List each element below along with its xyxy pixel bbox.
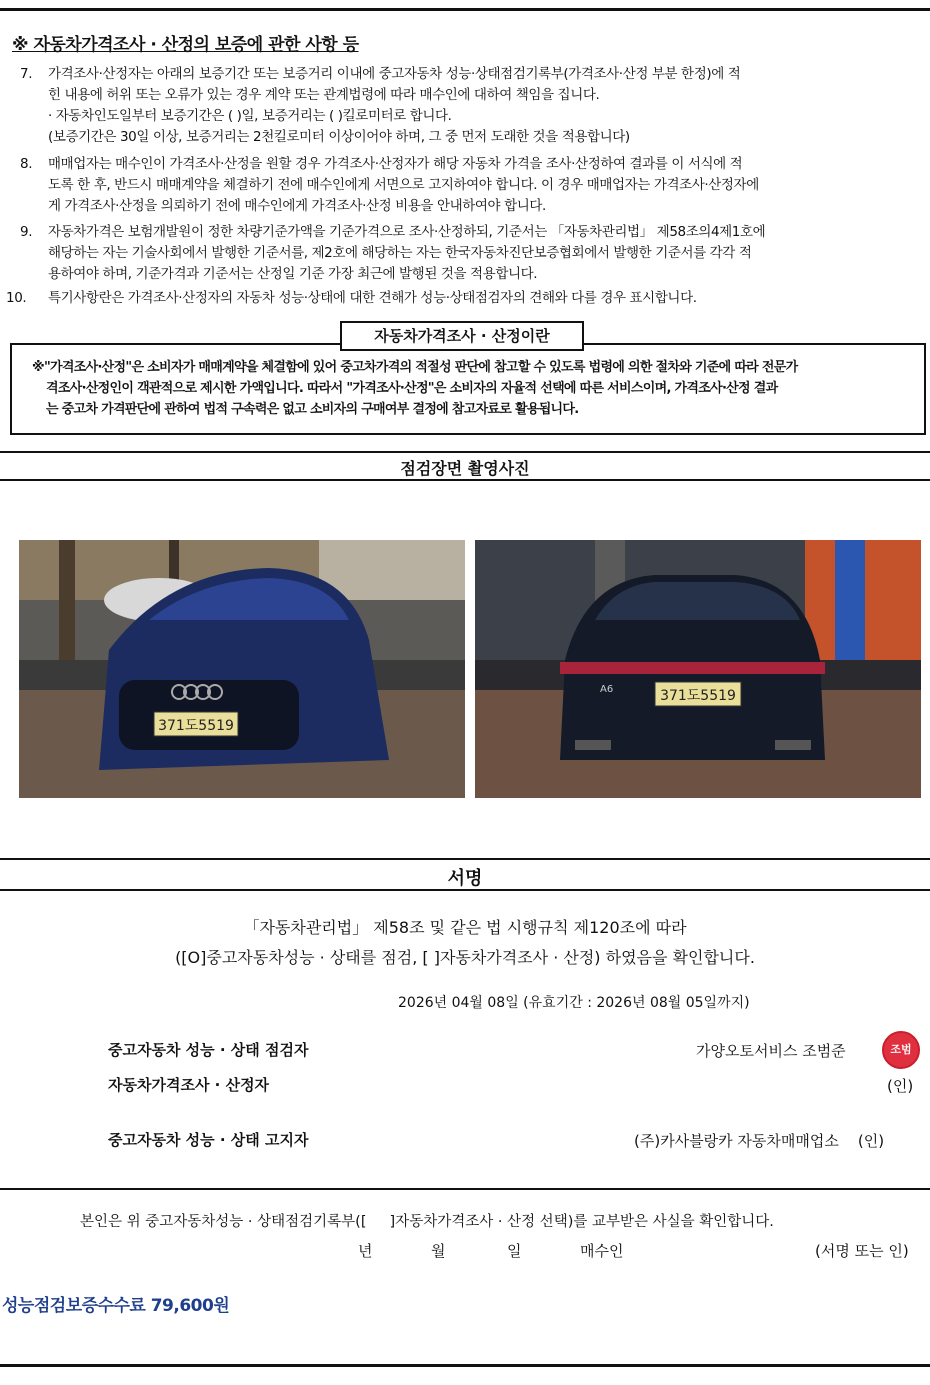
item-line: 힌 내용에 허위 또는 오류가 있는 경우 계약 또는 관계법령에 따라 매수인에 대하여 책임을 집니다.: [48, 87, 600, 103]
notice-line: 격조사·산정인이 객관적으로 제시한 가액입니다. 따라서 "가격조사·산정"은 소비자의 자율적 선택에 따른 서비스이며, 가격조사·산정 결과: [46, 381, 778, 396]
receipt-sign-label: (서명 또는 인): [815, 1242, 909, 1260]
guarantee-section-title: ※ 자동차가격조사 · 산정의 보증에 관한 사항 등: [12, 35, 359, 55]
rear-badge-text: A6: [600, 684, 614, 695]
section-rule: [0, 479, 930, 481]
notifier-name: (주)카사블랑카 자동차매매업소 (인): [634, 1132, 885, 1150]
item-line: 매매업자는 매수인이 가격조사·산정을 원할 경우 가격조사·산정자가 해당 자동차 가격을 조사·산정하여 결과를 이 서식에 적: [48, 156, 743, 172]
receipt-month: 월: [431, 1242, 446, 1260]
list-item-8: [20, 154, 920, 217]
item-line: 해당하는 자는 기술사회에서 발행한 기준서를, 제2호에 해당하는 자는 한국자동차진단보증협회에서 발행한 기준서를 각각 적: [48, 245, 752, 261]
fee-text: 성능점검보증수수료 79,600원: [2, 1296, 230, 1316]
photos-title: 점검장면 촬영사진: [400, 459, 530, 478]
bottom-rule: [0, 1364, 930, 1367]
item-text: [48, 64, 920, 148]
seal-stamp: 조범: [882, 1031, 920, 1069]
section-rule: [0, 451, 930, 453]
rear-plate-text: 371도5519: [660, 688, 736, 704]
item-text: [48, 154, 920, 217]
notice-box-title: 자동차가격조사 · 산정이란: [340, 321, 584, 351]
inspector-label: 중고자동차 성능 · 상태 점검자: [108, 1041, 309, 1059]
item-text: [48, 288, 906, 309]
receipt-line: 본인은 위 중고자동차성능 · 상태점검기록부([ ]자동차가격조사 · 산정 선택)를 교부받은 사실을 확인합니다.: [80, 1214, 774, 1230]
inspector-name: 가양오토서비스 조범준: [696, 1042, 846, 1060]
item-number: 10.: [6, 290, 27, 306]
notifier-label: 중고자동차 성능 · 상태 고지자: [108, 1131, 309, 1149]
item-line: 용하여야 하며, 기준가격과 기준서는 산정일 기준 가장 최근에 발행된 것을 적용합니다.: [48, 266, 538, 282]
item-line: · 자동차인도일부터 보증기간은 ( )일, 보증거리는 ( )킬로미터로 합니다.: [48, 108, 452, 124]
item-text: [48, 222, 920, 285]
front-plate-text: 371도5519: [158, 718, 234, 734]
notice-line: 는 중고차 가격판단에 관하여 법적 구속력은 없고 소비자의 구매여부 결정에 참고자료로 활용됩니다.: [46, 402, 579, 417]
item-line: (보증기간은 30일 이상, 보증거리는 2천킬로미터 이상이어야 하며, 그 중 먼저 도래한 것을 적용합니다): [48, 129, 630, 145]
receipt-buyer-label: 매수인: [580, 1242, 624, 1260]
section-rule: [0, 889, 930, 891]
list-item-10: [6, 288, 906, 309]
front-car-photo: [19, 540, 465, 798]
law-line: 「자동차관리법」 제58조 및 같은 법 시행규칙 제120조에 따라: [243, 918, 687, 937]
item-line: 도록 한 후, 반드시 매매계약을 체결하기 전에 매수인에게 서면으로 고지하여야 합니다. 이 경우 매매업자는 가격조사·산정자에: [48, 177, 759, 193]
signature-title: 서명: [447, 868, 483, 889]
confirm-line: ([O]중고자동차성능 · 상태를 점검, [ ]자동차가격조사 · 산정) 하였음을 확인합니다.: [175, 948, 755, 967]
notice-text: [32, 357, 917, 420]
item-number: 7.: [20, 66, 33, 82]
top-rule: [0, 8, 930, 11]
appraiser-label: 자동차가격조사 · 산정자: [108, 1076, 270, 1094]
item-number: 9.: [20, 224, 33, 240]
item-line: 특기사항란은 가격조사·산정자의 자동차 성능·상태에 대한 견해가 성능·상태점검자의 견해와 다를 경우 표시합니다.: [48, 290, 697, 306]
list-item-7: [20, 64, 920, 148]
front-car-image: [19, 540, 465, 798]
section-rule: [0, 858, 930, 860]
item-line: 가격조사·산정자는 아래의 보증기간 또는 보증거리 이내에 중고자동차 성능·상태점검기록부(가격조사·산정 부분 한정)에 적: [48, 66, 741, 82]
item-line: 자동차가격은 보험개발원이 정한 차량기준가액을 기준가격으로 조사·산정하되, 기준서는 「자동차관리법」 제58조의4제1호에: [48, 224, 766, 240]
notice-box: [10, 343, 926, 435]
rear-car-image: [475, 540, 921, 798]
receipt-day: 일: [507, 1242, 522, 1260]
list-item-9: [20, 222, 920, 285]
item-number: 8.: [20, 156, 33, 172]
receipt-year: 년: [358, 1242, 373, 1260]
section-rule: [0, 1188, 930, 1190]
date-line: 2026년 04월 08일 (유효기간 : 2026년 08월 05일까지): [398, 995, 750, 1011]
appraiser-seal-mark: (인): [887, 1077, 914, 1095]
item-line: 게 가격조사·산정을 의뢰하기 전에 매수인에게 가격조사·산정 비용을 안내하여야 합니다.: [48, 198, 546, 214]
rear-car-photo: [475, 540, 921, 798]
notice-line: ※"가격조사·산정"은 소비자가 매매계약을 체결함에 있어 중고차가격의 적절성 판단에 참고할 수 있도록 법령에 의한 절차와 기준에 따라 전문가: [32, 360, 798, 375]
